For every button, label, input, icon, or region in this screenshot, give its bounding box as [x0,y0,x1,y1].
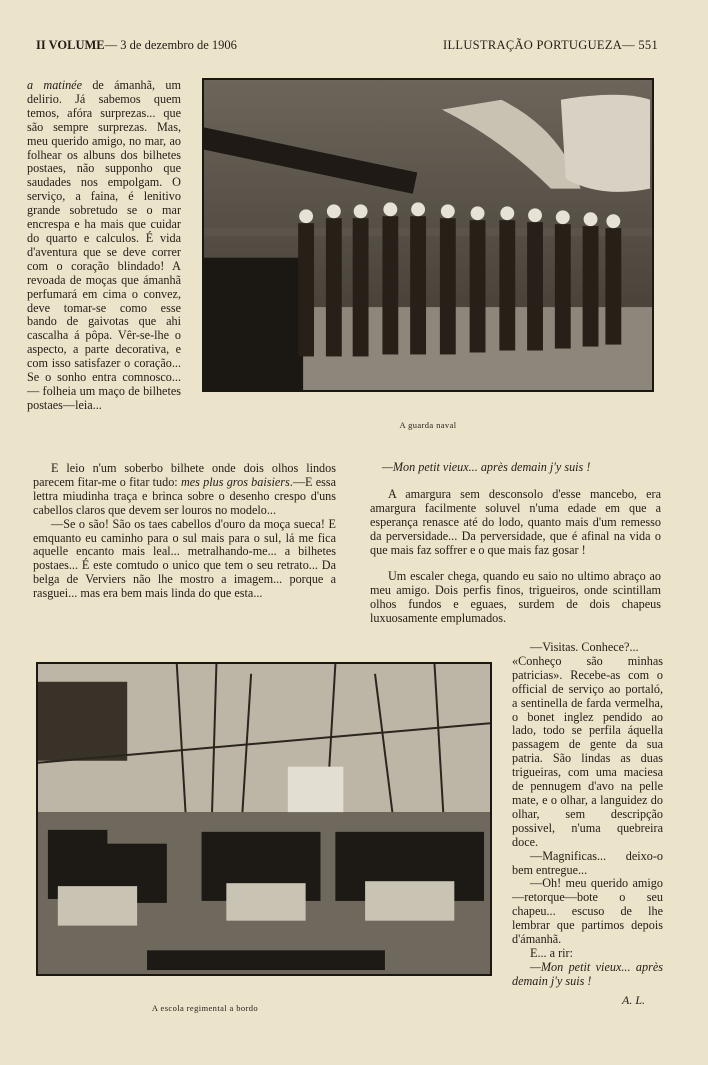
paragraph-10: E... a rir: [530,945,573,960]
naval-guard-image [204,80,652,390]
paragraph-2: E leio n'um soberbo bilhete onde dois olhos lindos parecem fitar-me o fitar tudo: mes plus gros baisiers.—E essa lettra miudinha traça e brinca sobre o desenho crespo d'uns cabellos claros que devem ser louros no modelo... [33,461,337,517]
page-number: — 551 [622,38,658,52]
paragraph-5: Um escaler chega, quando eu saio no ultimo abraço ao meu amigo. Dois perfis finos, trigueiros, onde scintillam olhos fundos e eguaes, surdem de dois chapeus luxuosamente emplumados. [370,569,661,626]
magazine-title: ILLUSTRAÇÃO PORTUGUEZA [443,38,623,52]
article-column-left-top [27,79,181,413]
paragraph-3: —Se o são! São os taes cabellos d'ouro da moça sueca! E emquanto eu caminho para o sul mais para o sul, lá me fica aquelle encanto mais leal... metralhando-me... a bilhetes postaes... É este comtudo o unico que tem o seu retrato... Da belga de Verviers não lhe mostro a imagem... porque a rasguei... mas era bem mais linda do que esta... [33,516,336,601]
running-header-left [36,38,237,53]
running-header-right [443,38,658,53]
paragraph-7: «Conheço são minhas patricias». Recebe-as com o official de serviço ao portaló, a sentinella de farda vermelha, o bonet inglez pendido ao lado, todo se perfila áquella passagem de gente da sua patria. São lindas as duas trigueiras, com uma maciesa de pennugem d'avo na pelle mate, e o olhar, a languidez do olhar, sem descripção possivel, n'uma quebreira doce. [512,653,663,849]
paragraph-1: a matinée de ámanhã, um delirio. Já sabemos quem temos, afóra surprezas... que são sempre surprezas. Mas, meu querido amigo, no mar, ao folhear os albuns dos bilhetes postaes, não supponho que saudades nos empolgam. O serviço, a faina, é lenitivo grande sobretudo se o mar encrespa e ha mais que cuidar do quarto e calculos. É vida d'aventura que se deve correr com o coração blindado! A revoada de moças que ámanhã perfumará em cima o convez, deve tomar-se como esse bando de gaivotas que ahi cascalha á pôpa. Vêr-se-lhe o aspecto, a parte decorativa, e com isso satisfazer o coração... Se o sonho entra comnosco...— folheia um maço de bilhetes postaes—leia... [27,78,181,412]
paragraph-8: —Magnificas... deixo-o bem entregue... [512,848,663,877]
paragraph-9: —Oh! meu querido amigo—retorque—bote o seu chapeu... escuso de lhe lembrar que partimos depois d'ámanhã. [512,876,663,947]
article-column-right-mid [370,461,661,626]
volume-label: II VOLUME [36,38,105,52]
author-signature: A. L. [622,993,646,1007]
caption-top-photo: A guarda naval [399,420,457,430]
paragraph-4: A amargura sem desconsolo d'esse mancebo, era amargura facilmente soluvel n'uma edade em que a esperança renasce até do lodo, quanto mais d'um remesso da perversidade... Da perversidade, que é afinal na vida o que mais faz soffrer e o que mais faz gosar ! [370,486,661,557]
article-column-left-mid [33,462,336,601]
issue-date: — 3 de dezembro de 1906 [104,38,237,52]
quote-line: —Mon petit vieux... après demain j'y suis ! [382,460,591,474]
caption-bottom-photo: A escola regimental a bordo [151,1003,259,1013]
article-column-right-bottom [512,641,663,989]
photo-regimental-school [36,662,492,976]
paragraph-11: —Mon petit vieux... après demain j'y suis ! [512,959,663,988]
regimental-school-image [38,664,490,974]
photo-naval-guard [202,78,654,392]
paragraph-6: —Visitas. Conhece?... [530,640,639,654]
